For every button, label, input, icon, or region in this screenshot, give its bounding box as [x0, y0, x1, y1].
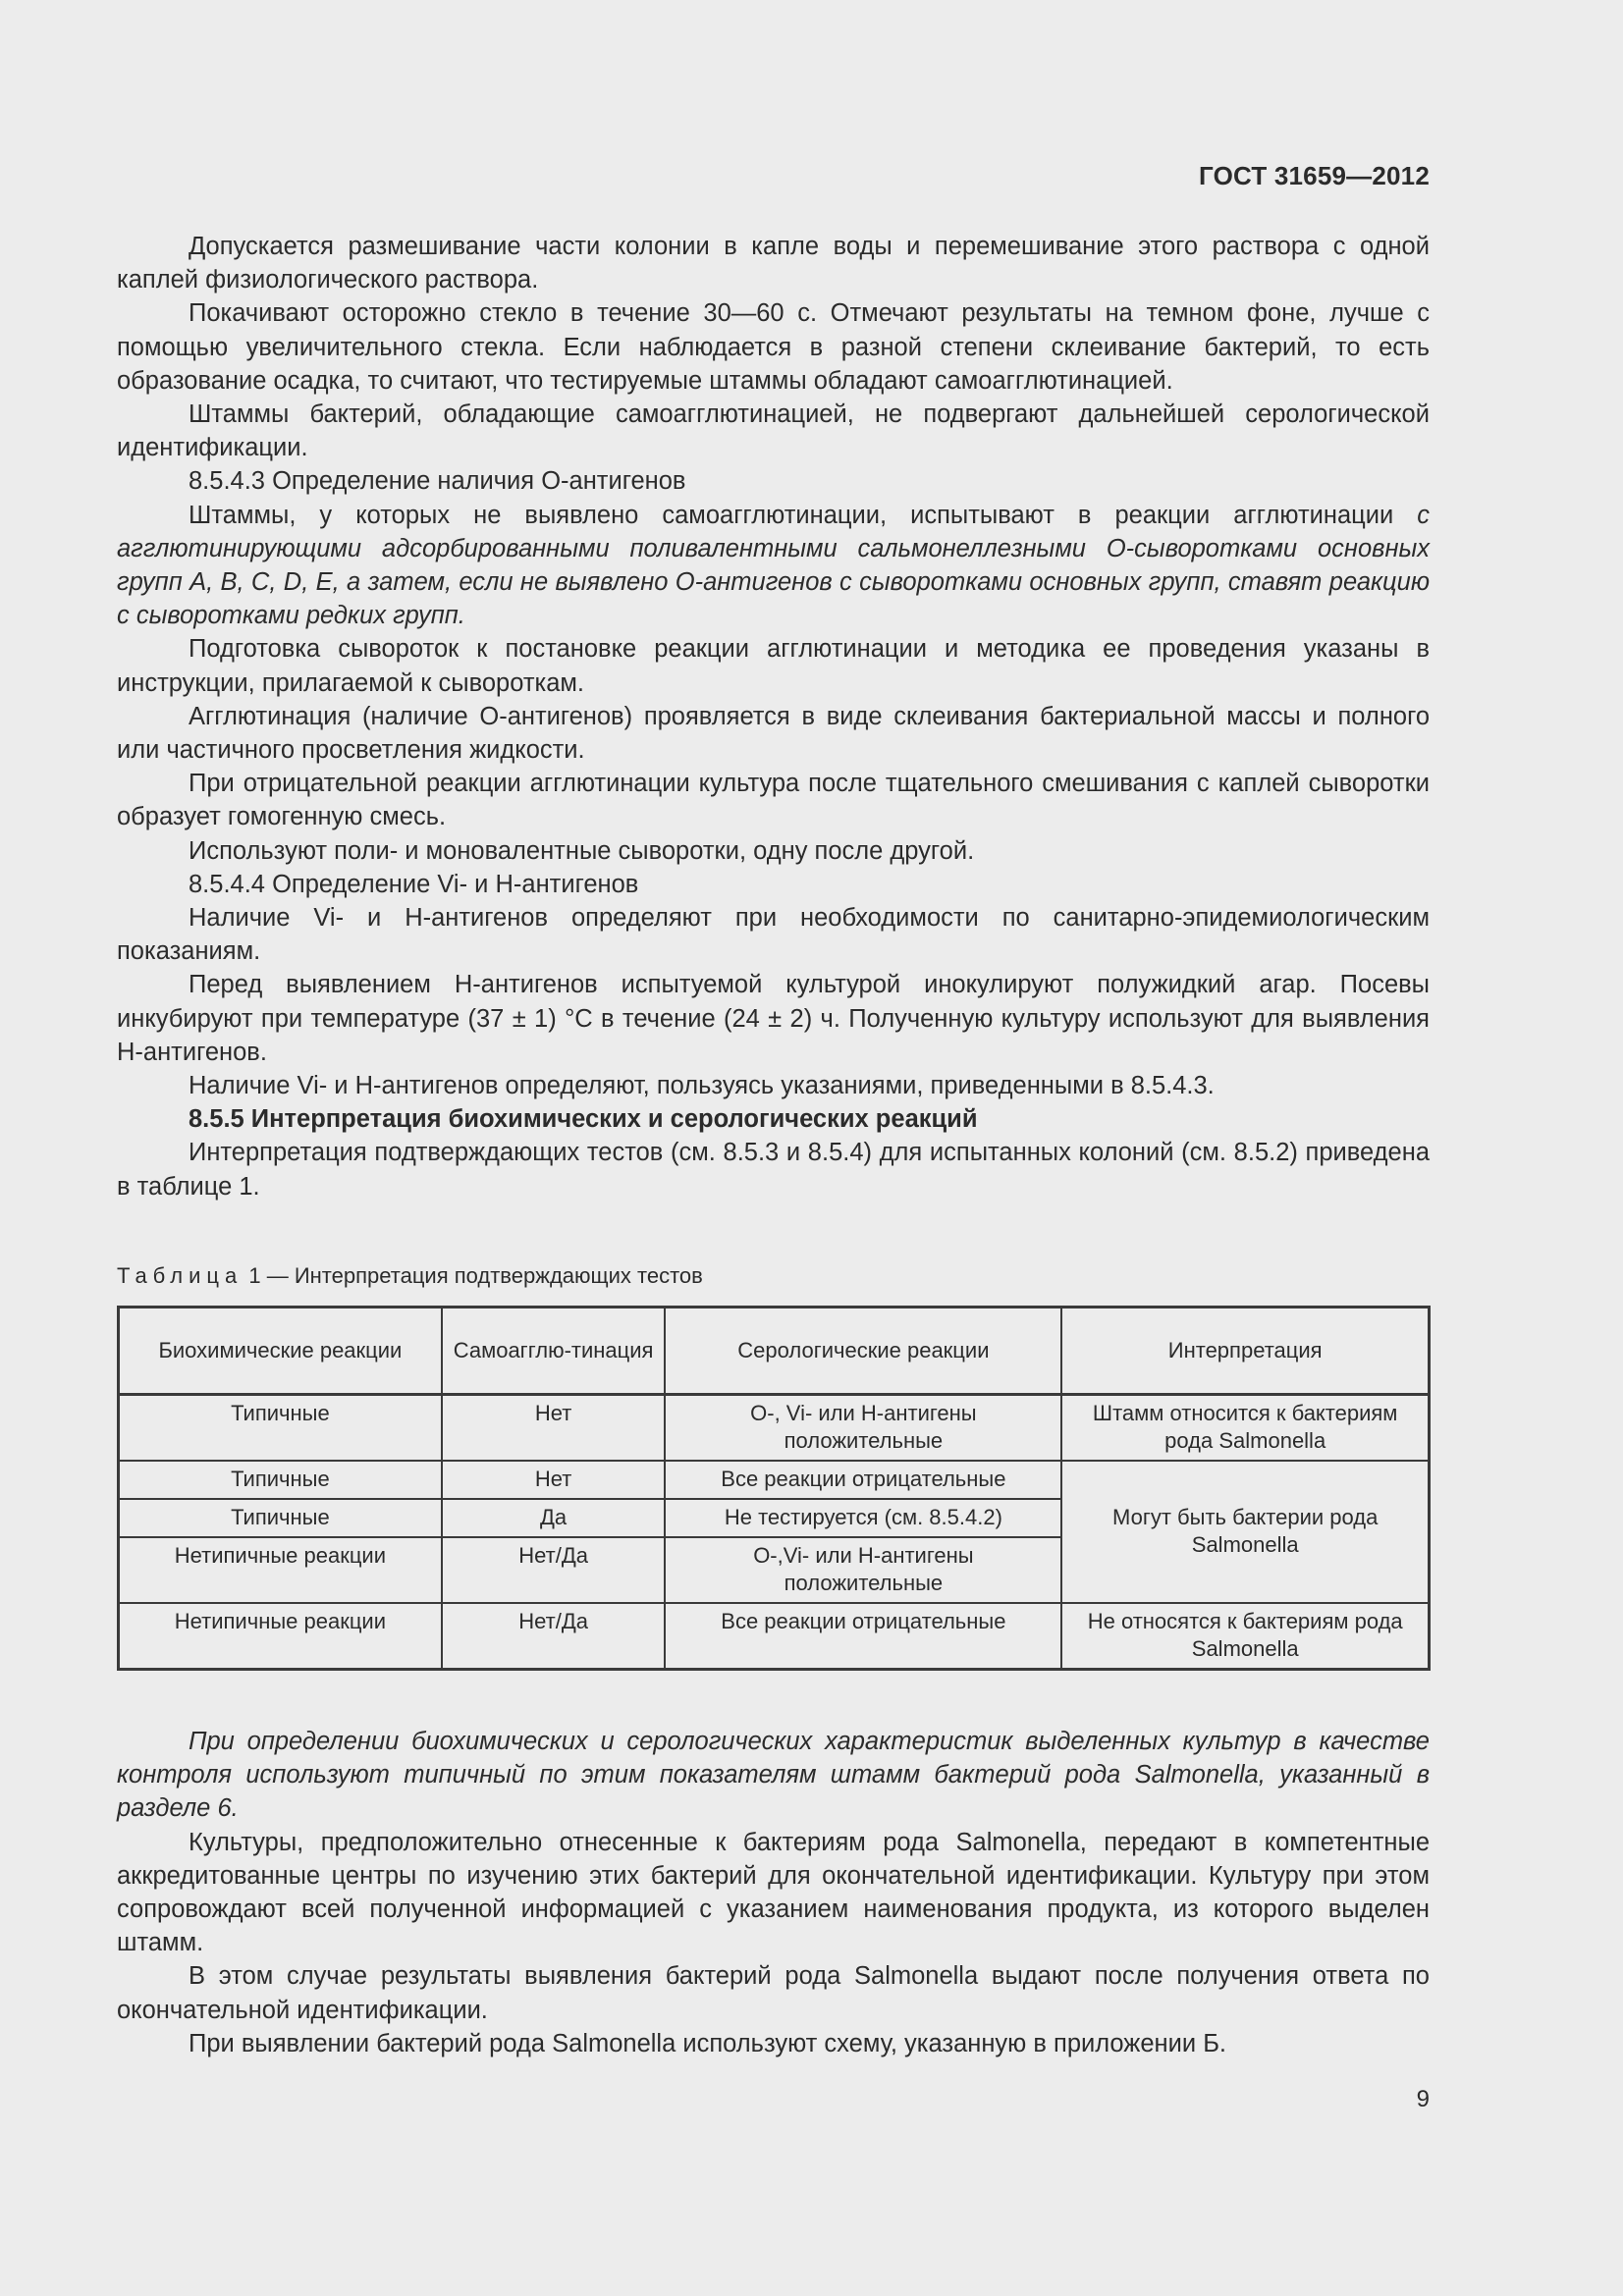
- cell-serological: Все реакции отрицательные: [665, 1603, 1061, 1670]
- paragraph: Допускается размешивание части колонии в капле воды и перемешивание этого раствора с одной каплей физиологического раствора.: [117, 233, 1430, 294]
- header-biochemical: Биохимические реакции: [119, 1308, 442, 1395]
- paragraph: Покачивают осторожно стекло в течение 30—60 с. Отмечают результаты на темном фоне, лучше с помощью увеличительного стекла. Если наблюдается в разной степени склеивание бактерий, то есть образование осадка, то считают, что тестируемые штаммы обладают самоагглютинацией.: [117, 299, 1430, 395]
- cell-serological: Все реакции отрицательные: [665, 1461, 1061, 1499]
- header-serological: Серологические реакции: [665, 1308, 1061, 1395]
- paragraph: При выявлении бактерий рода Salmonella используют схему, указанную в приложении Б.: [189, 2029, 1227, 2057]
- paragraph: Наличие Vi- и Н-антигенов определяют при необходимости по санитарно-эпидемиологическим показаниям.: [117, 904, 1430, 966]
- cell-interpretation: Не относятся к бактериям рода Salmonella: [1061, 1603, 1429, 1670]
- cell-self-agglutination: Нет/Да: [442, 1537, 666, 1603]
- header-interpretation: Интерпретация: [1061, 1308, 1429, 1395]
- cell-biochemical: Типичные: [119, 1395, 442, 1462]
- paragraph-italic: При определении биохимических и серологических характеристик выделенных культур в качестве контроля используют типичный по этим показателям штамм бактерий рода Salmonella, указанный в разделе 6.: [117, 1728, 1430, 1823]
- cell-self-agglutination: Нет: [442, 1395, 666, 1462]
- paragraph: Используют поли- и моновалентные сыворотки, одну после другой.: [189, 836, 975, 865]
- table-row: [119, 1395, 1430, 1462]
- paragraph: Штаммы бактерий, обладающие самоагглютинацией, не подвергают дальнейшей серологической идентификации.: [117, 400, 1430, 462]
- paragraph: Культуры, предположительно отнесенные к бактериям рода Salmonella, передают в компетентные аккредитованные центры по изучению этих бактерий для окончательной идентификации. Культуру при этом сопровождают всей полученной информацией с указанием наименования продукта, из которого выделен штамм.: [117, 1828, 1430, 1957]
- paragraph: При отрицательной реакции агглютинации культура после тщательного смешивания с каплей сыворотки образует гомогенную смесь.: [117, 770, 1430, 831]
- paragraph: [117, 499, 1430, 633]
- cell-biochemical: Типичные: [119, 1499, 442, 1537]
- cell-serological: О-,Vi- или Н-антигены положительные: [665, 1537, 1061, 1603]
- table-header-row: [119, 1308, 1430, 1395]
- section-heading-8-5-4-4: 8.5.4.4 Определение Vi- и Н-антигенов: [189, 870, 639, 898]
- cell-self-agglutination: Нет: [442, 1461, 666, 1499]
- table-caption-label: Таблица: [117, 1263, 243, 1288]
- interpretation-table: [117, 1306, 1431, 1671]
- cell-biochemical: Нетипичные реакции: [119, 1603, 442, 1670]
- cell-self-agglutination: Нет/Да: [442, 1603, 666, 1670]
- paragraph: В этом случае результаты выявления бактерий рода Salmonella выдают после получения ответа по окончательной идентификации.: [117, 1962, 1430, 2024]
- table-row: [119, 1603, 1430, 1670]
- cell-biochemical: Нетипичные реакции: [119, 1537, 442, 1603]
- paragraph-part: Штаммы, у которых не выявлено самоагглютинации, испытывают в реакции агглютинации: [189, 501, 1418, 529]
- main-text: [117, 230, 1430, 1203]
- cell-interpretation: Штамм относится к бактериям рода Salmonella: [1061, 1395, 1429, 1462]
- cell-interpretation: Могут быть бактерии рода Salmonella: [1061, 1461, 1429, 1603]
- section-heading-8-5-4-3: 8.5.4.3 Определение наличия О-антигенов: [189, 467, 686, 496]
- paragraph: Перед выявлением Н-антигенов испытуемой культурой инокулируют полужидкий агар. Посевы инкубируют при температуре (37 ± 1) °С в течение (24 ± 2) ч. Полученную культуру используют для выявления Н-антигенов.: [117, 971, 1430, 1066]
- header-self-agglutination: Самоагглю-тинация: [442, 1308, 666, 1395]
- page-number: 9: [1416, 2086, 1430, 2112]
- table-caption: [117, 1262, 703, 1290]
- paragraph: Подготовка сывороток к постановке реакции агглютинации и методика ее проведения указаны в инструкции, прилагаемой к сывороткам.: [117, 635, 1430, 697]
- paragraph: Интерпретация подтверждающих тестов (см. 8.5.3 и 8.5.4) для испытанных колоний (см. 8.5.2) приведена в таблице 1.: [117, 1139, 1430, 1201]
- document-code: ГОСТ 31659—2012: [1199, 161, 1430, 190]
- table-row: [119, 1461, 1430, 1499]
- cell-self-agglutination: Да: [442, 1499, 666, 1537]
- cell-serological: Не тестируется (см. 8.5.4.2): [665, 1499, 1061, 1537]
- cell-serological: О-, Vi- или Н-антигены положительные: [665, 1395, 1061, 1462]
- section-heading-8-5-5: 8.5.5 Интерпретация биохимических и серологических реакций: [189, 1105, 978, 1134]
- paragraph: Наличие Vi- и Н-антигенов определяют, пользуясь указаниями, приведенными в 8.5.4.3.: [189, 1072, 1215, 1100]
- paragraph: Агглютинация (наличие О-антигенов) проявляется в виде склеивания бактериальной массы и полного или частичного просветления жидкости.: [117, 702, 1430, 765]
- closing-text: [117, 1725, 1430, 2060]
- paragraph-italic-part: с агглютинирующими адсорбированными поливалентными сальмонеллезными О-сыворотками основных групп A, B, C, D, E, а затем, если не выявлено О-антигенов с сыворотками основных групп, ставят реакцию с сыворотками редких групп.: [117, 501, 1430, 630]
- table-caption-text: 1 — Интерпретация подтверждающих тестов: [243, 1263, 703, 1288]
- cell-biochemical: Типичные: [119, 1461, 442, 1499]
